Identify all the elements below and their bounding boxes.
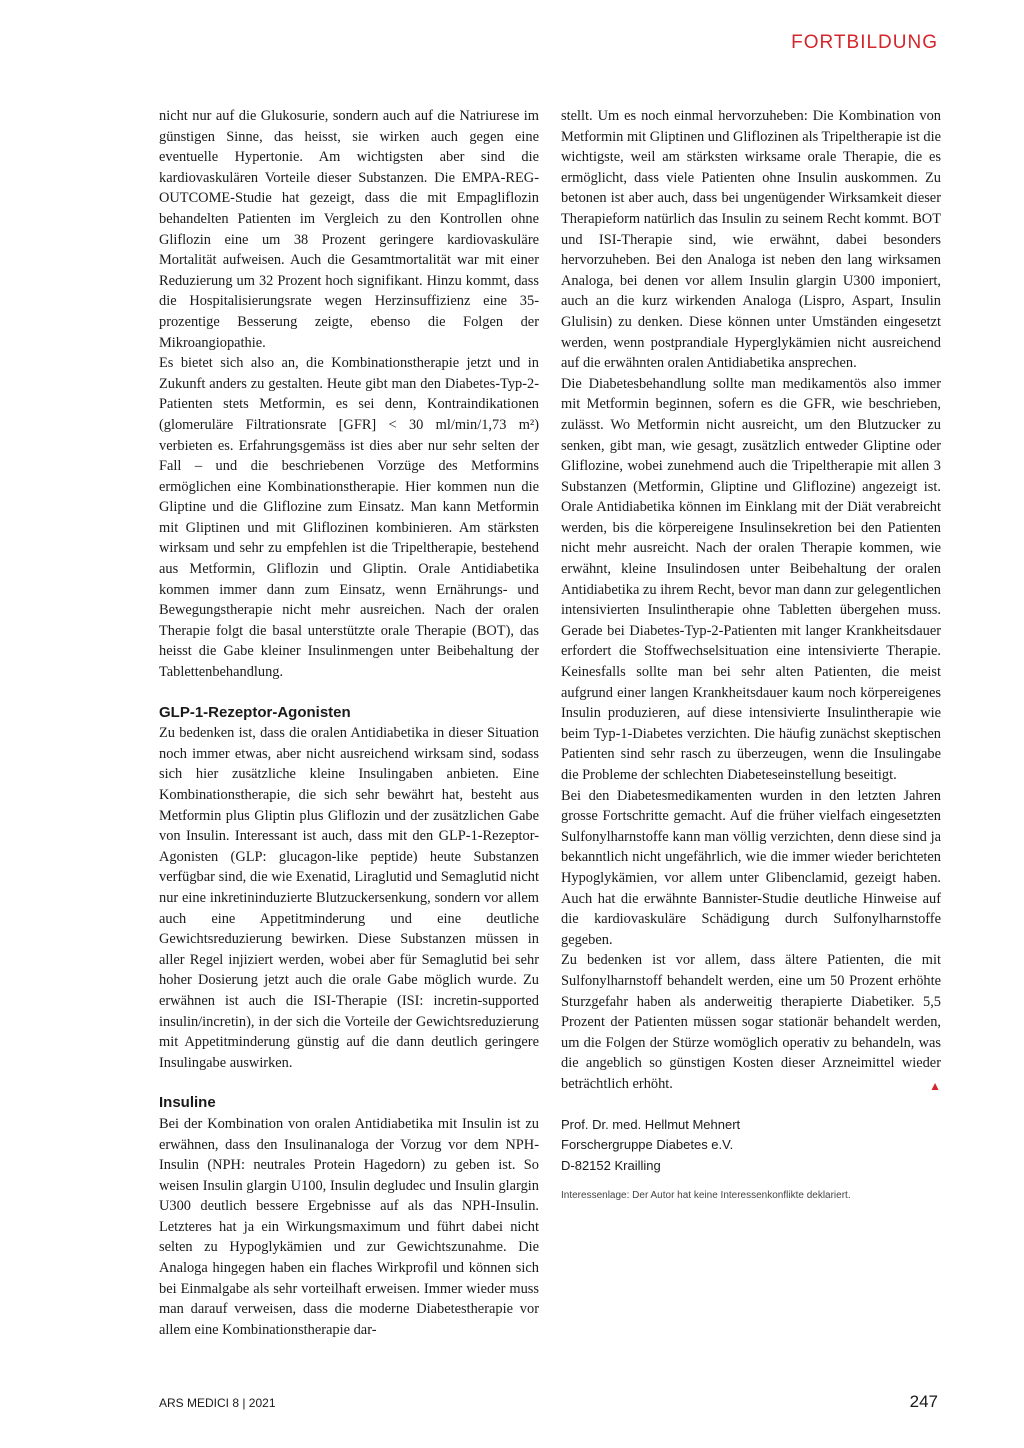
paragraph: Die Diabetesbehandlung sollte man medikamentös also immer mit Metformin beginnen, sofern es die GFR, wie beschrieben, zulässt. Wo Metformin nicht ausreicht, um den Blutzucker zu senken, gibt man, wie gesagt, zusätzlich entweder Gliptine oder Gliflozine, wobei zunehmend auch die Tripeltherapie mit allen 3 Substanzen (Metformin, Gliptine und Gliflozine) angezeigt ist. Orale Antidiabetika können im Einklang mit der Diät verabreicht werden, bis die körpereigene Insulinsekretion bei den Patienten nicht mehr ausreicht. Nach der oralen Therapie kommen, wie erwähnt, kleine Insulindosen unter Beibehaltung der oralen Antidiabetika zu ihrem Recht, bevor man dann zur gelegentlichen intensivierten Insulintherapie ohne Tabletten übergehen muss. Gerade bei Diabetes-Typ-2-Patienten mit langer Krankheitsdauer erfordert die Stoffwechselsituation eine intensivierte Therapie. Keinesfalls sollte man bei sehr alten Patienten, die meist aufgrund einer langen Krankheitsdauer kaum noch körpereigenes Insulin produzieren, auf diese intensivierte Insulintherapie wie beim Typ-1-Diabetes verzichten. Die häufig zunächst skeptischen Patienten sind sehr rasch zu überzeugen, wenn die Insulingabe die Probleme der schlechten Diabeteseinstellung beseitigt. bbox=[561, 375, 941, 783]
paragraph-last bbox=[561, 950, 941, 1094]
paragraph: Bei der Kombination von oralen Antidiabetika mit Insulin ist zu erwähnen, dass den Insulinanaloga der Vorzug vor dem NPH-Insulin (NPH: neutrales Protein Hagedorn) zu geben ist. So weisen Insulin glargin U100, Insulin degludec und Insulin glargin U300 deutlich bessere Ergebnisse auf als das NPH-Insulin. Letzteres hat ja ein Wirkungsmaximum und führt dabei nicht selten zu Hypoglykämien und zur Gewichtszunahme. Die Analoga hingegen haben ein flaches Wirkprofil und können sich bei Einmalgabe als sehr vorteilhaft erweisen. Immer wieder muss man darauf verweisen, dass die moderne Diabetestherapie vor allem eine Kombinationstherapie dar- bbox=[159, 1115, 539, 1338]
journal-footer: ARS MEDICI 8 | 2021 bbox=[159, 1396, 276, 1410]
paragraph: Zu bedenken ist, dass die oralen Antidiabetika in dieser Situation noch immer etwas, aber nicht ausreichend wirksam sind, sodass sich hier zusätzliche kleine Insulingaben anbieten. Eine Kombinationstherapie, die sich sehr bewährt hat, besteht aus Metformin plus Gliptin plus Gliflozin und der zusätzlichen Gabe von Insulin. Interessant ist auch, dass mit den GLP-1-Rezeptor-Agonisten (GLP: glucagon-like peptide) heute Substanzen verfügbar sind, die wie Exenatid, Liraglutid und Semaglutid nicht nur eine inkretininduzierte Blutzuckersenkung, sondern vor allem auch eine Appetitminderung und eine deutliche Gewichtsreduzierung bewirken. Diese Substanzen müssen in aller Regel injiziert werden, wobei aber für Semaglutid bei sehr hoher Dosierung jetzt auch die orale Gabe möglich wurde. Zu erwähnen ist auch die ISI-Therapie (ISI: incretin-supported insulin/incretin), in der sich die Vorteile der Gewichtsreduzierung mit Appetitminderung günstig auf die dann deutlich geringere Insulingabe auswirken. bbox=[159, 725, 539, 1071]
article-column-left bbox=[159, 106, 539, 1340]
paragraph: nicht nur auf die Glukosurie, sondern auch auf die Natriurese im günstigen Sinne, das heisst, sie wirken auch gegen eine eventuelle Hypertonie. Am wichtigsten aber sind die kardiovaskulären Vorteile dieser Substanzen. Die EMPA-REG-OUTCOME-Studie hat gezeigt, dass die mit Empagliflozin behandelten Patienten im Vergleich zu den Kontrollen ohne Gliflozin eine um 38 Prozent geringere kardiovaskuläre Mortalität aufweisen. Auch die Gesamtmortalität war mit einer Reduzierung um 32 Prozent hoch signifikant. Hinzu kommt, dass die Hospitalisierungsrate wegen Herzinsuffizienz eine 35-prozentige Besserung zeigte, ebenso die Folgen der Mikroangiopathie. bbox=[159, 108, 539, 351]
paragraph: Es bietet sich also an, die Kombinationstherapie jetzt und in Zukunft anders zu gestalten. Heute gibt man den Diabetes-Typ-2-Patienten stets Metformin, es sei denn, Kontraindikationen (glomeruläre Filtrationsrate [GFR] < 30 ml/min/1,73 m²) verbieten es. Erfahrungsgemäss ist dies aber nur sehr selten der Fall – und die beschriebenen Vorzüge des Metformins ermöglichen eine Kombinationstherapie. Hier kommen nun die Gliptine und die Gliflozine zum Einsatz. Man kann Metformin mit Gliptinen und mit Gliflozinen kombinieren. Am stärksten wirksam und sehr zu empfehlen ist die Tripeltherapie, bestehend aus Metformin, Gliflozin und Gliptin. Orale Antidiabetika kommen immer dann zum Einsatz, wenn Ernährungs- und Bewegungstherapie nicht mehr ausreichen. Nach der oralen Therapie folgt die basal unterstützte orale Therapie (BOT), das heisst die Gabe kleiner Insulinmengen unter Beibehaltung der Tablettenbehandlung. bbox=[159, 355, 539, 681]
paragraph: stellt. Um es noch einmal hervorzuheben: Die Kombination von Metformin mit Gliptinen und Gliflozinen als Tripeltherapie ist die wichtigste, weil am stärksten wirksame orale Therapie, die es ermöglicht, dass viele Patienten ohne Insulin auskommen. Zu betonen ist aber auch, dass bei ungenügender Wirksamkeit dieser Therapieform natürlich das Insulin zu seinem Recht kommt. BOT und ISI-Therapie sind, wie erwähnt, dabei besonders hervorzuheben. Bei den Analoga ist neben den lang wirksamen Analoga, bei denen vor allem Insulin glargin U300 imponiert, auch an die kurz wirkenden Analoga (Lispro, Aspart, Insulin Glulisin) zu denken. Diese können unter Umständen eingesetzt werden, wenn postprandiale Hyperglykämien nicht ausreichend auf die erwähnten oralen Antidiabetika ansprechen. bbox=[561, 108, 941, 372]
page-number: 247 bbox=[909, 1392, 938, 1411]
author-name: Prof. Dr. med. Hellmut Mehnert bbox=[561, 1116, 741, 1132]
paragraph-text: Zu bedenken ist vor allem, dass ältere Patienten, die mit Sulfonylharnstoff behandelt werden, eine um 50 Prozent erhöhte Sturzgefahr haben als anderweitig therapierte Diabetiker. 5,5 Prozent der Patienten müssen sogar stationär behandelt werden, um die Folgen der Stürze womöglich operativ zu behandeln, was die angeblich so günstigen Kosten dieser Arzneimittel wieder beträchtlich erhöht. bbox=[561, 952, 941, 1092]
author-address: D-82152 Krailling bbox=[561, 1157, 661, 1173]
section-heading-glp1: GLP-1-Rezeptor-Agonisten bbox=[159, 703, 351, 721]
author-organization: Forschergruppe Diabetes e.V. bbox=[561, 1137, 734, 1152]
section-heading-insuline: Insuline bbox=[159, 1094, 216, 1112]
article-column-right bbox=[561, 106, 941, 1203]
author-block bbox=[561, 1115, 941, 1177]
paragraph: Bei den Diabetesmedikamenten wurden in den letzten Jahren grosse Fortschritte gemacht. Auf die früher vielfach eingesetzten Sulfonylharnstoffe kann man völlig verzichten, denn diese sind ja bekanntlich nicht ungefährlich, wie die immer wieder berichteten Hypoglykämien, vor allem unter Glibenclamid, gezeigt haben. Auch hat die erwähnte Bannister-Studie deutliche Hinweise auf die kardiovaskuläre Schädigung durch Sulfonylharnstoffe gegeben. bbox=[561, 787, 941, 948]
section-label: FORTBILDUNG bbox=[791, 32, 938, 53]
end-of-article-icon: ▲ bbox=[929, 1078, 941, 1093]
conflict-of-interest-note: Interessenlage: Der Autor hat keine Interessenkonflikte deklariert. bbox=[561, 1190, 851, 1201]
